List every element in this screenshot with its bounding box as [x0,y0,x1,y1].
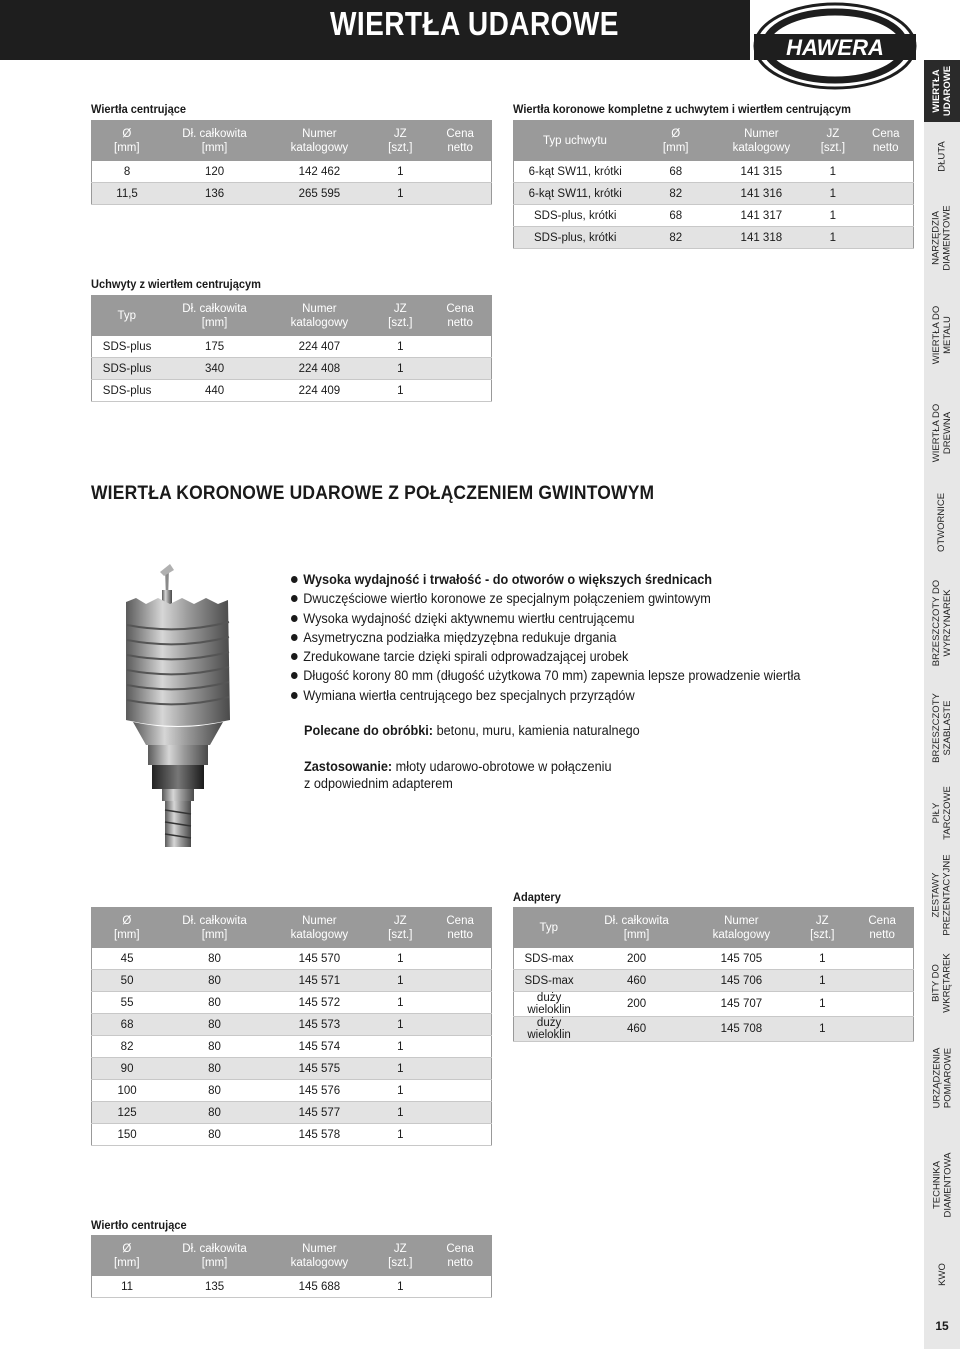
table-cell [429,948,492,970]
table-cell: 80 [162,970,267,992]
table-cell: 145 578 [267,1124,372,1146]
sidebar-item-label: BITY DO WKRĘTAREK [931,952,953,1013]
table-cell: 80 [162,1124,267,1146]
column-header: Cena netto [429,1236,492,1276]
table-row [92,1058,492,1080]
hawera-logo [750,0,920,96]
sidebar-item[interactable] [924,60,960,122]
sidebar-item-label: ZESTAWY PREZENTACYJNE [931,854,953,936]
table-cell: 224 408 [267,358,372,380]
page-number: 15 [935,1319,949,1333]
column-header: JZ [szt.] [808,121,858,161]
section-title: WIERTŁA KORONOWE UDAROWE Z POŁĄCZENIEM GWINTOWYM [91,483,655,504]
table-cell: 82 [636,183,715,205]
table-cell: 141 318 [715,227,808,249]
column-header: Numer katalogowy [715,121,808,161]
table-cell [429,161,492,183]
feature-item: Długość korony 80 mm (długość użytkowa 70 mm) zapewnia lepsze prowadzenie wiertła [291,666,800,685]
table-cell: 224 407 [267,336,372,358]
table-cell: SDS-plus [92,336,163,358]
column-header: Ø [mm] [92,1236,163,1276]
sidebar-item[interactable] [924,480,960,565]
sidebar-item[interactable] [924,1130,960,1240]
table-cell: 145 572 [267,992,372,1014]
table-cell: SDS-plus [92,358,163,380]
sidebar-item-label: WIERTŁA DO DREWNA [931,403,954,462]
table-cell: SDS-max [514,970,585,992]
label-holders: Uchwyty z wiertłem centrującym [91,277,261,291]
table-cell: 150 [92,1124,163,1146]
table-row [92,336,492,358]
table-cell: 145 573 [267,1014,372,1036]
table-cell: 1 [372,358,429,380]
table-cell: 80 [162,1080,267,1102]
table-cell: 80 [162,992,267,1014]
table-centering-drills [91,120,492,205]
table-cell [858,205,913,227]
table-cell: 120 [162,161,267,183]
column-header: Numer katalogowy [267,296,372,336]
table-cell: duży wieloklin [514,1017,585,1042]
usage-text: Zastosowanie: młoty udarowo-obrotowe w połączeniu [304,759,612,774]
table-cell [858,183,913,205]
table-row [92,1102,492,1124]
table-row [92,970,492,992]
column-header: Typ uchwytu [514,121,637,161]
table-adapters [513,907,914,1042]
table-cell: 6-kąt SW11, krótki [514,183,637,205]
table-cell: 1 [372,1276,429,1298]
feature-item: Wymiana wiertła centrującego bez specjalnych przyrządów [291,686,800,705]
label-centering-drills: Wiertła centrujące [91,102,187,116]
column-header: Dł. całkowita [mm] [162,296,267,336]
feature-item: Zredukowane tarcie dzięki spirali odprowadzającej urobek [291,647,800,666]
table-centering-drill [91,1235,492,1298]
table-row [514,183,914,205]
table-cell [429,1080,492,1102]
table-cell: 145 575 [267,1058,372,1080]
table-cell: 460 [584,970,689,992]
table-cell: 141 315 [715,161,808,183]
table-cell: 1 [372,948,429,970]
table-cell: 136 [162,183,267,205]
table-cell: 11,5 [92,183,163,205]
sidebar-item-label: BRZESZCZOTY SZABLASTE [931,692,954,763]
table-cell: 145 706 [689,970,794,992]
table-core-drill-crowns [91,907,492,1146]
table-row [514,1017,914,1042]
table-cell [429,358,492,380]
table-cell: 80 [162,948,267,970]
table-cell: 340 [162,358,267,380]
table-cell: 200 [584,992,689,1017]
usage-text-line2: z odpowiednim adapterem [304,776,453,791]
sidebar-item-label: WIERTŁA UDAROWE [931,65,954,117]
table-cell: 265 595 [267,183,372,205]
table-cell: 1 [372,1014,429,1036]
table-cell: 1 [808,227,858,249]
table-cell [851,948,914,970]
table-cell [429,1014,492,1036]
column-header: Ø [mm] [636,121,715,161]
table-cell [851,1017,914,1042]
table-cell: SDS-max [514,948,585,970]
table-cell: 1 [372,970,429,992]
feature-item: Asymetryczna podziałka międzyzębna redukuje drgania [291,628,800,647]
column-header: Dł. całkowita [mm] [584,908,689,948]
table-cell [429,1102,492,1124]
table-cell: 45 [92,948,163,970]
table-cell: 145 707 [689,992,794,1017]
sidebar-item[interactable] [924,1240,960,1308]
table-cell: 145 577 [267,1102,372,1124]
table-cell: 68 [92,1014,163,1036]
column-header: Typ [514,908,585,948]
table-cell: 175 [162,336,267,358]
table-cell: 145 574 [267,1036,372,1058]
table-row [92,1014,492,1036]
feature-list [291,570,833,705]
column-header: Typ [92,296,163,336]
sidebar-item[interactable] [924,565,960,680]
column-header: Numer katalogowy [267,1236,372,1276]
table-cell: 1 [808,161,858,183]
table-row [92,380,492,402]
column-header: Cena netto [429,908,492,948]
column-header: JZ [szt.] [372,908,429,948]
table-cell [851,970,914,992]
table-cell: 1 [794,970,851,992]
table-cell [429,992,492,1014]
sidebar-item-label: PIŁY TARCZOWE [931,785,953,840]
column-header: Ø [mm] [92,908,163,948]
sidebar-item[interactable] [924,190,960,285]
sidebar-item-label: URZĄDZENIA POMIAROWE [931,1047,954,1108]
table-row [92,1080,492,1102]
table-cell: 1 [794,1017,851,1042]
column-header: Numer katalogowy [267,121,372,161]
table-row [92,161,492,183]
table-row [92,1276,492,1298]
label-core-drills-complete: Wiertła koronowe kompletne z uchwytem i wiertłem centrującym [513,102,851,116]
table-cell: 50 [92,970,163,992]
table-cell: 68 [636,161,715,183]
table-cell: 145 571 [267,970,372,992]
table-cell [429,183,492,205]
table-cell [429,1124,492,1146]
table-cell: 82 [636,227,715,249]
sidebar-item-label: KWO [936,1262,948,1286]
column-header: Numer katalogowy [689,908,794,948]
sidebar-item[interactable] [924,940,960,1025]
column-header: JZ [szt.] [372,1236,429,1276]
table-row [514,161,914,183]
sidebar-item[interactable] [924,122,960,190]
table-row [514,227,914,249]
table-cell: 141 316 [715,183,808,205]
table-cell: 1 [372,161,429,183]
table-cell: 1 [372,380,429,402]
sidebar-item-label: OTWORNICE [936,492,948,553]
table-cell [429,1276,492,1298]
table-cell: 1 [808,205,858,227]
table-cell: 142 462 [267,161,372,183]
column-header: JZ [szt.] [794,908,851,948]
table-cell: 8 [92,161,163,183]
sidebar-item[interactable] [924,850,960,940]
table-cell: 80 [162,1036,267,1058]
sidebar-item[interactable] [924,285,960,385]
sidebar-item-label: BRZESZCZOTY DO WYRZYNAREK [931,579,954,666]
table-cell: 90 [92,1058,163,1080]
sidebar-item[interactable] [924,775,960,850]
sidebar-item-label: WIERTŁA DO METALU [931,305,954,365]
table-cell: 80 [162,1102,267,1124]
table-cell: 68 [636,205,715,227]
feature-item: Wysoka wydajność dzięki aktywnemu wiertłu centrującemu [291,609,800,628]
table-cell [858,227,913,249]
column-header: Cena netto [851,908,914,948]
feature-item: Dwuczęściowe wiertło koronowe ze specjalnym połączeniem gwintowym [291,589,800,608]
label-centering-drill: Wiertło centrujące [91,1218,187,1232]
table-cell: 1 [372,1102,429,1124]
table-row [92,1124,492,1146]
table-cell: 100 [92,1080,163,1102]
table-cell: SDS-plus, krótki [514,205,637,227]
sidebar-item[interactable] [924,680,960,775]
table-row [514,948,914,970]
column-header: Cena netto [858,121,913,161]
table-row [92,358,492,380]
feature-item: Wysoka wydajność i trwałość - do otworów o większych średnicach [291,570,800,589]
column-header: Cena netto [429,121,492,161]
table-cell: 135 [162,1276,267,1298]
table-cell: 6-kąt SW11, krótki [514,161,637,183]
table-holders [91,295,492,402]
table-cell: 460 [584,1017,689,1042]
table-cell [429,1036,492,1058]
core-drill-image [118,560,248,850]
table-cell: 80 [162,1014,267,1036]
table-cell: 141 317 [715,205,808,227]
table-cell [858,161,913,183]
table-cell: 1 [794,992,851,1017]
column-header: Dł. całkowita [mm] [162,1236,267,1276]
table-row [92,992,492,1014]
column-header: Dł. całkowita [mm] [162,908,267,948]
table-cell: 145 708 [689,1017,794,1042]
table-row [92,948,492,970]
column-header: Numer katalogowy [267,908,372,948]
table-row [514,970,914,992]
table-row [514,992,914,1017]
column-header: Dł. całkowita [mm] [162,121,267,161]
logo-text: HAWERA [786,35,884,60]
table-cell: 55 [92,992,163,1014]
table-cell: 145 570 [267,948,372,970]
column-header: Cena netto [429,296,492,336]
table-cell: SDS-plus [92,380,163,402]
table-cell: 1 [372,1080,429,1102]
table-cell: 80 [162,1058,267,1080]
table-cell: 1 [372,1058,429,1080]
table-cell: 11 [92,1276,163,1298]
table-cell: 1 [372,336,429,358]
column-header: JZ [szt.] [372,121,429,161]
table-cell: 125 [92,1102,163,1124]
sidebar-item[interactable] [924,1025,960,1130]
recommended-text: Polecane do obróbki: betonu, muru, kamienia naturalnego [304,723,640,738]
column-header: Ø [mm] [92,121,163,161]
table-row [514,205,914,227]
table-cell: 1 [372,1036,429,1058]
table-cell [851,992,914,1017]
table-core-drills-complete [513,120,914,249]
table-cell: 224 409 [267,380,372,402]
table-cell: 145 576 [267,1080,372,1102]
table-cell: 1 [372,992,429,1014]
table-cell: 200 [584,948,689,970]
table-cell: 1 [794,948,851,970]
table-cell: 1 [372,183,429,205]
table-cell: 440 [162,380,267,402]
table-cell: 1 [372,1124,429,1146]
table-row [92,183,492,205]
table-cell [429,380,492,402]
table-cell: SDS-plus, krótki [514,227,637,249]
table-cell [429,336,492,358]
table-cell: 82 [92,1036,163,1058]
sidebar-item-label: TECHNIKA DIAMENTOWA [931,1152,954,1218]
column-header: JZ [szt.] [372,296,429,336]
sidebar-item[interactable] [924,385,960,480]
sidebar-item-label: DŁUTA [936,140,948,172]
category-sidebar [924,60,960,1349]
page-title: WIERTŁA UDAROWE [330,5,619,42]
table-cell [429,1058,492,1080]
table-cell [429,970,492,992]
label-adapters: Adaptery [513,890,561,904]
table-row [92,1036,492,1058]
table-cell: duży wieloklin [514,992,585,1017]
table-cell: 145 688 [267,1276,372,1298]
sidebar-item-label: NARZĘDZIA DIAMENTOWE [931,204,953,271]
table-cell: 145 705 [689,948,794,970]
table-cell: 1 [808,183,858,205]
